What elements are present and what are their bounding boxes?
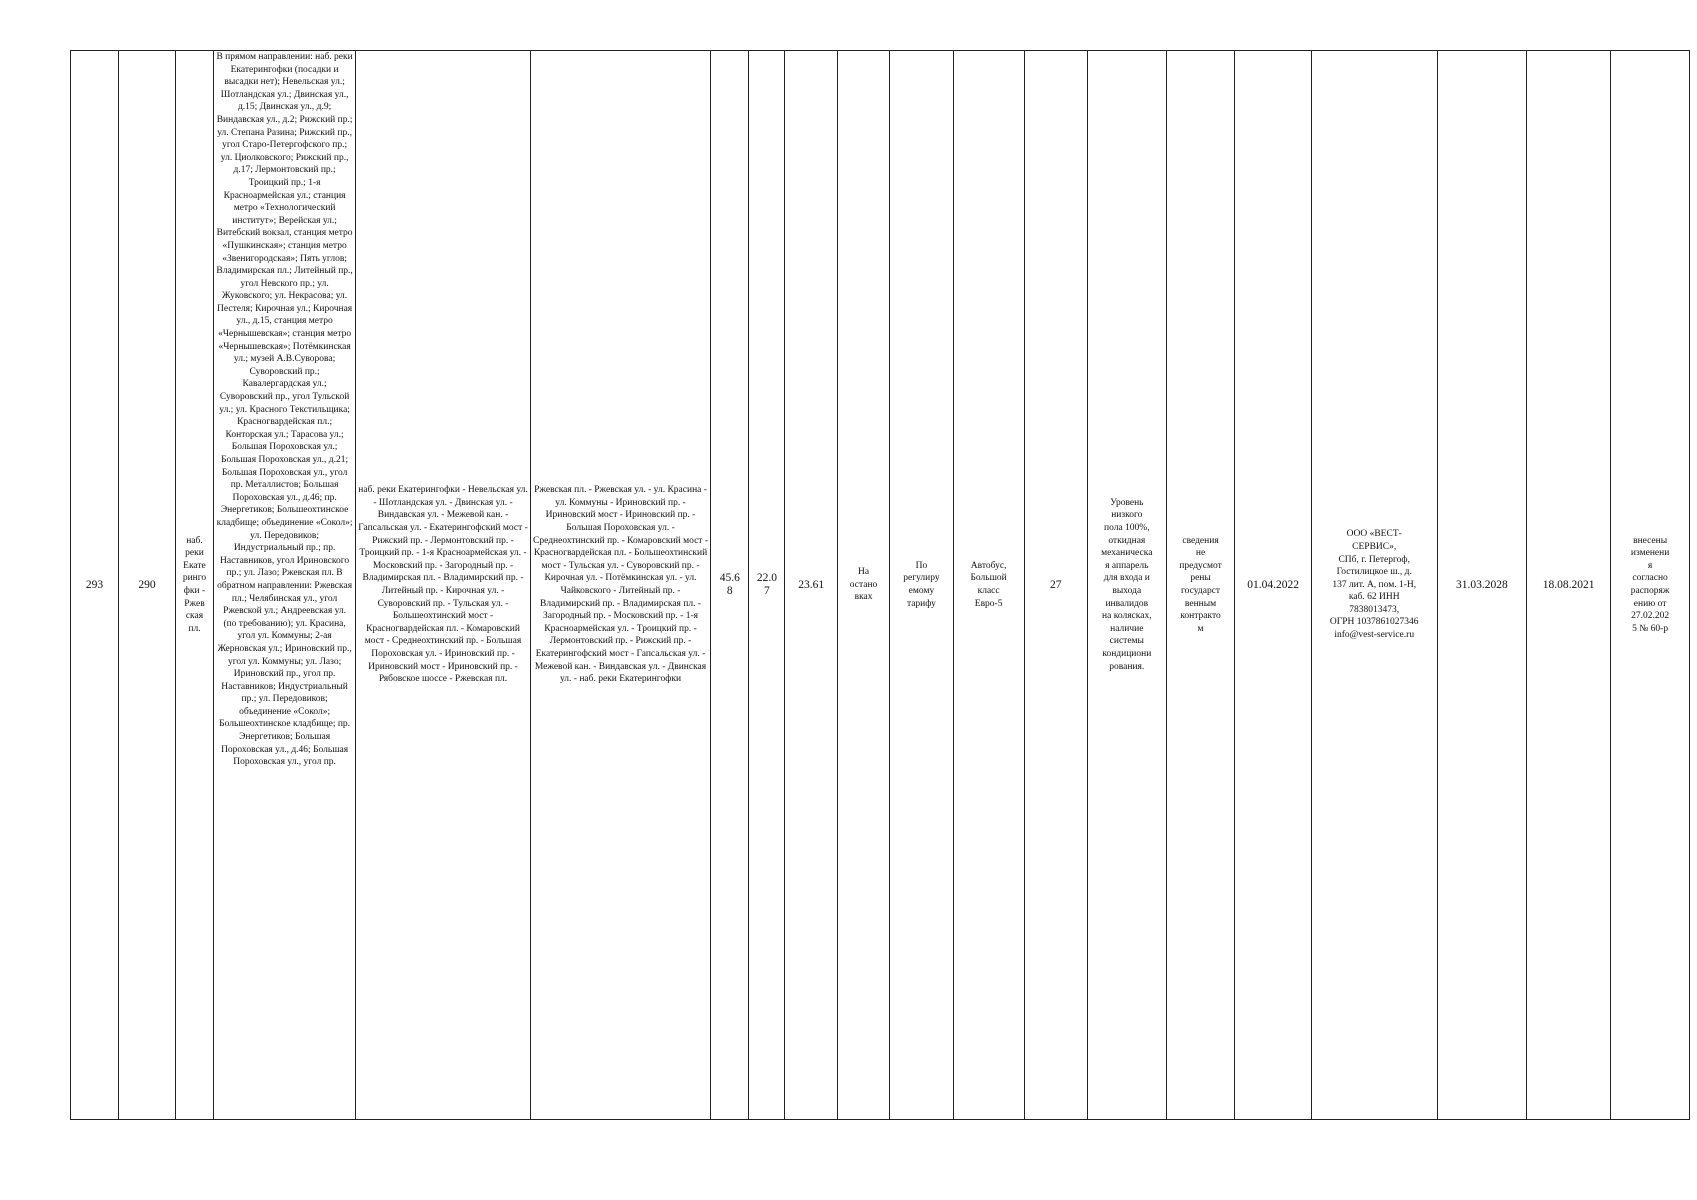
length-total-cell: 23.61 [785,51,837,1120]
start-date-cell: 01.04.2022 [1235,51,1311,1120]
length-forward-cell: 45.6 8 [711,51,749,1120]
contract-info-cell: сведения не предусмот рены государст венным контракто м [1166,51,1235,1120]
route-number-cell: 290 [119,51,176,1120]
length-backward-cell: 22.0 7 [749,51,785,1120]
streets-backward-cell: Ржевская пл. - Ржевская ул. - ул. Красина - ул. Коммуны - Ириновский пр. - Ириновский мост - Ириновский пр. - Большая Пороховская ул. - Среднеохтинский пр. - Комаровский мост - Красногвардейская пл. - Большеохтинский мост - Тульская ул. - Суворовский пр. - Кирочная ул. - Потёмкинская ул. - ул. Чайковского - Литейный пр. - Владимирский пр. - Владимирская пл. - Загородный пр. - Московский пр. - 1-я Красноармейская ул. - Троицкий пр. - Лермонтовский пр. - Рижский пр. - Екатерингофский мост - Гапсальская ул. - Межевой кан. - Виндавская ул. - Двинская ул. - наб. реки Екатерингофки [530,51,710,1120]
carrier-cell: ООО «ВЕСТ- СЕРВИС», СПб, г. Петергоф, Гостилицкое ш., д. 137 лит. А, пом. 1-Н, каб. 62 ИНН 7838013473, ОГРН 1037861027346 info@vest-service.ru [1311,51,1437,1120]
boarding-order-cell: На остано вках [837,51,889,1120]
change-date-cell: 18.08.2021 [1527,51,1611,1120]
vehicle-type-cell: Автобус, Большой класс Евро-5 [953,51,1024,1120]
route-name-cell: наб. реки Екате ринго фки - Ржев ская пл. [175,51,213,1120]
vehicle-characteristics-cell: Уровень низкого пола 100%, откидная механическа я аппарель для входа и выхода инвалидов на колясках, наличие системы кондициони рования. [1087,51,1166,1120]
registry-number-cell: 293 [71,51,119,1120]
table-row [71,51,1690,1120]
streets-forward-cell: наб. реки Екатерингофки - Невельская ул. - Шотландская ул. - Двинская ул. - Виндавская ул. - Межевой кан. - Гапсальская ул. - Екатерингофский мост - Рижский пр. - Лермонтовский пр. - Троицкий пр. - 1-я Красноармейская ул. - Московский пр. - Загородный пр. - Владимирская пл. - Владимирский пр. - Литейный пр. - Кирочная ул. - Суворовский пр. - Тульская ул. - Большеохтинский мост - Красногвардейская пл. - Комаровский мост - Среднеохтинский пр. - Большая Пороховская ул. - Ириновский пр. - Ириновский мост - Ириновский пр. - Рябовское шоссе - Ржевская пл. [356,51,531,1120]
notes-cell: внесены изменени я согласно распоряж ению от 27.02.202 5 № 60-р [1611,51,1690,1120]
end-date-cell: 31.03.2028 [1437,51,1527,1120]
stops-cell: В прямом направлении: наб. реки Екатерингофки (посадки и высадки нет); Невельская ул.; Шотландская ул.; Двинская ул., д.15; Двинская ул., д.9; Виндавская ул., д.2; Рижский пр.; ул. Степана Разина; Рижский пр., угол Старо-Петергофского пр.; ул. Циолковского; Рижский пр., д.17; Лермонтовский пр.; Троицкий пр.; 1-я Красноармейская ул.; станция метро «Технологический институт»; Верейская ул.; Витебский вокзал, станция метро «Пушкинская»; станция метро «Звенигородская»; Пять углов; Владимирская пл.; Литейный пр., угол Невского пр.; ул. Жуковского; ул. Некрасова; ул. Пестеля; Кирочная ул.; Кирочная ул., д.15, станция метро «Чернышевская»; станция метро «Чернышевская»; Потёмкинская ул.; музей А.В.Суворова; Суворовский пр.; Кавалергардская ул.; Суворовский пр., угол Тульской ул.; ул. Красного Текстильщика; Красногвардейская пл.; Конторская ул.; Тарасова ул.; Большая Пороховская ул.; Большая Пороховская ул., д.21; Большая Пороховская ул., угол пр. Металлистов; Большая Пороховская ул., д.46; пр. Энергетиков; Большеохтинское кладбище; объединение «Сокол»; ул. Передовиков; Индустриальный пр.; пр. Наставников, угол Ириновского пр.; ул. Лазо; Ржевская пл. В обратном направлении: Ржевская пл.; Челябинская ул., угол Ржевской ул.; Андреевская ул. (по требованию); ул. Красина, угол ул. Коммуны; 2-ая Жерновская ул.; Ириновский пр., угол ул. Коммуны; ул. Лазо; Ириновский пр., угол пр. Наставников; Индустриальный пр.; ул. Передовиков; объединение «Сокол»; Большеохтинское кладбище; пр. Энергетиков; Большая Пороховская ул., д.46; Большая Пороховская ул., угол пр. [214,51,356,1120]
route-registry-table [70,50,1690,1120]
vehicle-count-cell: 27 [1024,51,1087,1120]
tariff-cell: По регулиру емому тарифу [890,51,953,1120]
